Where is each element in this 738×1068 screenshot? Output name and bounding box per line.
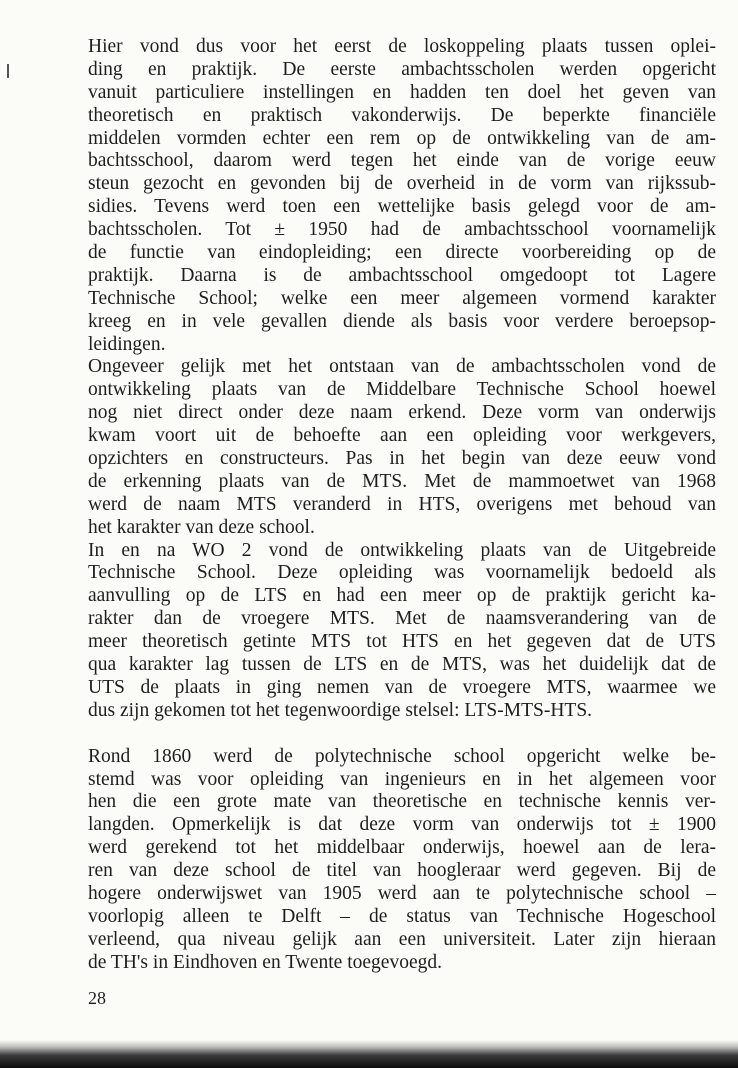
text-line: hen die een grote mate van theoretische en technische kennis ver- (88, 791, 716, 813)
paragraph (88, 36, 716, 356)
scan-bottom-shadow (0, 1040, 738, 1068)
text-line: praktijk. Daarna is de ambachtsschool omgedoopt tot Lagere (88, 264, 716, 286)
text-line: theoretisch en praktisch vakonderwijs. De beperkte financiële (88, 104, 716, 126)
text-line: bachtsscholen. Tot ± 1950 had de ambachtsschool voornamelijk (88, 219, 716, 241)
text-line: de TH's in Eindhoven en Twente toegevoegd. (88, 951, 442, 973)
text-line: ding en praktijk. De eerste ambachtsscholen werden opgericht (88, 58, 716, 80)
paragraph (88, 356, 716, 539)
text-line: langden. Opmerkelijk is dat deze vorm van onderwijs tot ± 1900 (88, 814, 716, 836)
text-line: stemd was voor opleiding van ingenieurs en in het algemeen voor (88, 768, 716, 790)
text-line: ren van deze school de titel van hoogleraar werd gegeven. Bij de (88, 860, 716, 882)
text-line: aanvulling op de LTS en had een meer op de praktijk gericht ka- (88, 585, 716, 607)
text-line: kwam voort uit de behoefte aan een opleiding voor werkgevers, (88, 425, 716, 447)
text-line: kreeg en in vele gevallen diende als basis voor verdere beroepsop- (88, 310, 716, 332)
text-line: de functie van eindopleiding; een directe voorbereiding op de (88, 242, 716, 264)
text-line: werd gerekend tot het middelbaar onderwijs, hoewel aan de lera- (88, 837, 716, 859)
text-line: meer theoretisch getinte MTS tot HTS en het gegeven dat de UTS (88, 631, 716, 653)
paragraph (88, 540, 716, 723)
text-line: ontwikkeling plaats van de Middelbare Technische School hoewel (88, 379, 716, 401)
text-line: rakter dan de vroegere MTS. Met de naamsverandering van de (88, 608, 716, 630)
text-line: Technische School. Deze opleiding was voornamelijk bedoeld als (88, 562, 716, 584)
text-line: verleend, qua niveau gelijk aan een universiteit. Later zijn hieraan (88, 928, 716, 950)
text-line: Technische School; welke een meer algemeen vormend karakter (88, 287, 716, 309)
text-line: middelen vormden echter een rem op de ontwikkeling van de am- (88, 127, 716, 149)
text-line: Hier vond dus voor het eerst de loskoppeling plaats tussen oplei- (88, 36, 716, 57)
text-line: werd de naam MTS veranderd in HTS, overigens met behoud van (88, 493, 716, 515)
text-line: nog niet direct onder deze naam erkend. Deze vorm van onderwijs (88, 402, 716, 424)
text-line: Ongeveer gelijk met het ontstaan van de ambachtsscholen vond de (88, 356, 716, 378)
text-line: qua karakter lag tussen de LTS en de MTS, was het duidelijk dat de (88, 654, 716, 676)
text-line: vanuit particuliere instellingen en hadden ten doel het geven van (88, 81, 716, 103)
text-line: opzichters en constructeurs. Pas in het begin van deze eeuw vond (88, 448, 716, 470)
text-line: sidies. Tevens werd toen een wettelijke basis gelegd voor de am- (88, 196, 716, 218)
text-line: UTS de plaats in ging nemen van de vroegere MTS, waarmee we (88, 676, 716, 698)
text-line: Rond 1860 werd de polytechnische school opgericht welke be- (88, 745, 716, 767)
body-text (88, 36, 716, 975)
scan-edge-mark (7, 64, 9, 78)
page-number: 28 (88, 988, 106, 1008)
paragraph-gap (88, 723, 716, 746)
text-line: de erkenning plaats van de MTS. Met de mammoetwet van 1968 (88, 470, 716, 492)
text-line: dus zijn gekomen tot het tegenwoordige stelsel: LTS-MTS-HTS. (88, 699, 593, 721)
text-line: leidingen. (88, 333, 166, 355)
text-line: steun gezocht en gevonden bij de overheid in de vorm van rijkssub- (88, 173, 716, 195)
text-line: bachtsschool, daarom werd tegen het einde van de vorige eeuw (88, 150, 716, 172)
paragraph (88, 746, 716, 975)
text-line: hogere onderwijswet van 1905 werd aan te polytechnische school – (88, 882, 716, 904)
text-line: In en na WO 2 vond de ontwikkeling plaats van de Uitgebreide (88, 539, 716, 561)
text-line: het karakter van deze school. (88, 516, 315, 538)
text-line: voorlopig alleen te Delft – de status van Technische Hogeschool (88, 905, 716, 927)
